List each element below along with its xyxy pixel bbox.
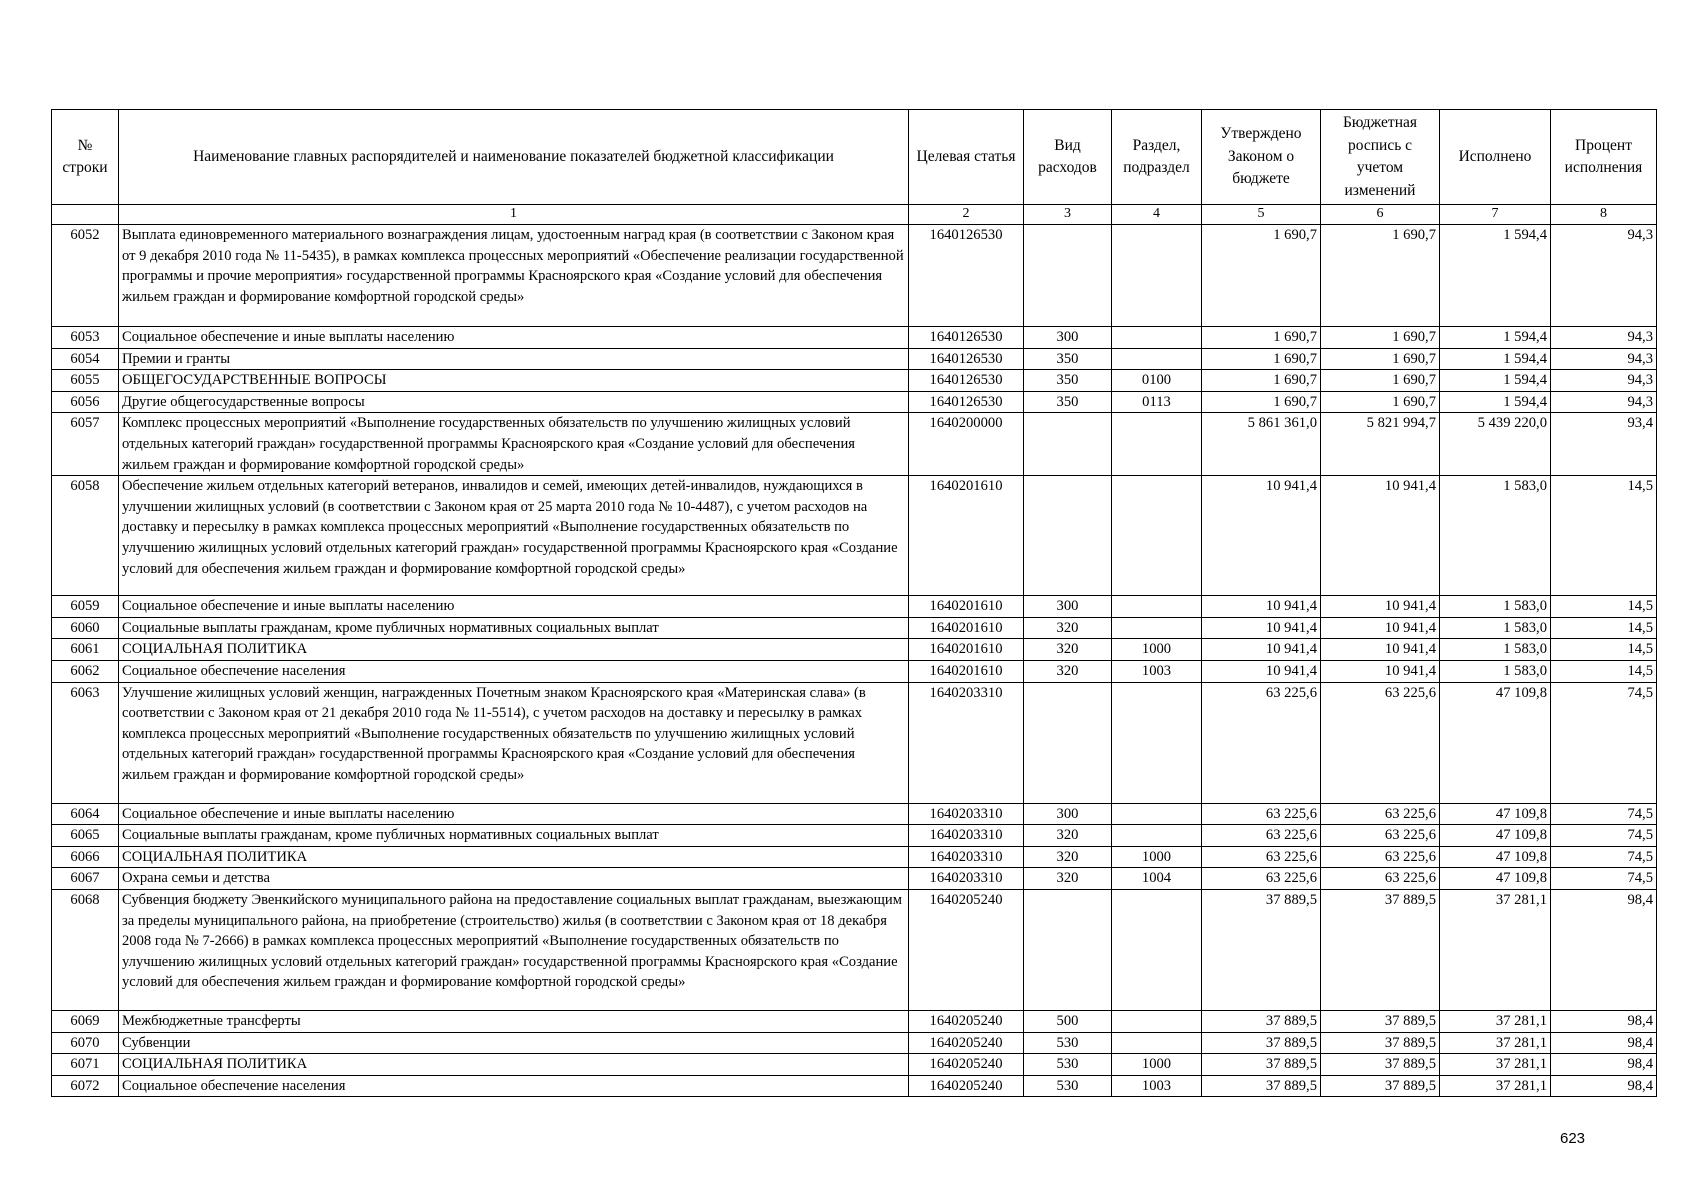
executed-amount-cell: 37 281,1 [1440,889,1551,1010]
table-row [52,327,1657,349]
target-article-cell: 1640205240 [909,889,1024,1010]
approved-amount-cell: 63 225,6 [1202,868,1321,890]
budget-list-amount-cell: 1 690,7 [1321,391,1440,413]
executed-amount-cell: 37 281,1 [1440,1054,1551,1076]
row-name-cell: Выплата единовременного материального вознаграждения лицам, удостоенным наград края (в соответствии с Законом края от 9 декабря 2010 года № 11-5435), в рамках комплекса процессных мероприятий «Обеспечение реализации государственной программы и прочие мероприятия» государственной программы Красноярского края «Создание условий для обеспечения жильем граждан и формирование комфортной городской среды» [119,225,909,327]
column-number: 7 [1440,205,1551,225]
approved-amount-cell: 10 941,4 [1202,617,1321,639]
approved-amount-cell: 63 225,6 [1202,846,1321,868]
target-article-cell: 1640201610 [909,660,1024,682]
executed-amount-cell: 47 109,8 [1440,868,1551,890]
budget-list-amount-cell: 37 889,5 [1321,1010,1440,1032]
budget-list-amount-cell: 63 225,6 [1321,825,1440,847]
expense-type-cell: 350 [1024,370,1112,392]
target-article-cell: 1640126530 [909,370,1024,392]
approved-amount-cell: 10 941,4 [1202,660,1321,682]
approved-amount-cell: 10 941,4 [1202,476,1321,596]
percent-cell: 14,5 [1551,596,1657,618]
executed-amount-cell: 1 583,0 [1440,660,1551,682]
column-number: 3 [1024,205,1112,225]
budget-list-amount-cell: 1 690,7 [1321,327,1440,349]
expense-type-cell: 320 [1024,825,1112,847]
row-name-cell: ОБЩЕГОСУДАРСТВЕННЫЕ ВОПРОСЫ [119,370,909,392]
approved-amount-cell: 10 941,4 [1202,639,1321,661]
expense-type-cell: 500 [1024,1010,1112,1032]
executed-amount-cell: 1 594,4 [1440,370,1551,392]
expense-type-cell: 350 [1024,348,1112,370]
page-number: 623 [1560,1130,1586,1147]
section-cell [1112,617,1202,639]
row-name-cell: Обеспечение жильем отдельных категорий ветеранов, инвалидов и семей, имеющих детей-инвалидов, нуждающихся в улучшении жилищных условий (в соответствии с Законом края от 25 марта 2010 года № 10-4487), с учетом расходов на доставку и пересылку в рамках комплекса процессных мероприятий «Выполнение государственных обязательств по улучшению жилищных условий отдельных категорий граждан» государственной программы Красноярского края «Создание условий для обеспечения жильем граждан и формирование комфортной городской среды» [119,476,909,596]
table-row [52,413,1657,476]
header-executed: Исполнено [1440,110,1551,205]
header-section: Раздел, подраздел [1112,110,1202,205]
executed-amount-cell: 1 583,0 [1440,596,1551,618]
percent-cell: 14,5 [1551,639,1657,661]
target-article-cell: 1640205240 [909,1010,1024,1032]
row-number-cell: 6065 [52,825,119,847]
table-header-row [52,110,1657,205]
table-row [52,596,1657,618]
row-name-cell: Улучшение жилищных условий женщин, награжденных Почетным знаком Красноярского края «Материнская слава» (в соответствии с Законом края от 21 декабря 2010 года № 11-5514), с учетом расходов на доставку и пересылку в рамках комплекса процессных мероприятий «Выполнение государственных обязательств по улучшению жилищных условий отдельных категорий граждан» государственной программы Красноярского края «Создание условий для обеспечения жильем граждан и формирование комфортной городской среды» [119,682,909,803]
percent-cell: 98,4 [1551,889,1657,1010]
budget-list-amount-cell: 37 889,5 [1321,1032,1440,1054]
approved-amount-cell: 1 690,7 [1202,391,1321,413]
header-row-number: № строки [52,110,119,205]
section-cell [1112,348,1202,370]
row-name-cell: Межбюджетные трансферты [119,1010,909,1032]
percent-cell: 98,4 [1551,1032,1657,1054]
section-cell: 1000 [1112,639,1202,661]
row-name-cell: Комплекс процессных мероприятий «Выполнение государственных обязательств по улучшению жилищных условий отдельных категорий граждан» государственной программы Красноярского края «Создание условий для обеспечения жильем граждан и формирование комфортной городской среды» [119,413,909,476]
percent-cell: 14,5 [1551,476,1657,596]
expense-type-cell: 320 [1024,660,1112,682]
row-number-cell: 6057 [52,413,119,476]
approved-amount-cell: 1 690,7 [1202,348,1321,370]
table-row [52,825,1657,847]
percent-cell: 74,5 [1551,868,1657,890]
expense-type-cell: 320 [1024,639,1112,661]
section-cell [1112,225,1202,327]
table-row [52,1054,1657,1076]
approved-amount-cell: 37 889,5 [1202,1054,1321,1076]
target-article-cell: 1640126530 [909,327,1024,349]
row-number-cell: 6059 [52,596,119,618]
target-article-cell: 1640203310 [909,825,1024,847]
table-row [52,803,1657,825]
target-article-cell: 1640126530 [909,391,1024,413]
table-row [52,639,1657,661]
approved-amount-cell: 37 889,5 [1202,889,1321,1010]
row-name-cell: Социальное обеспечение населения [119,660,909,682]
executed-amount-cell: 5 439 220,0 [1440,413,1551,476]
expense-type-cell [1024,225,1112,327]
budget-list-amount-cell: 10 941,4 [1321,660,1440,682]
target-article-cell: 1640201610 [909,476,1024,596]
table-row [52,225,1657,327]
target-article-cell: 1640126530 [909,348,1024,370]
percent-cell: 94,3 [1551,225,1657,327]
executed-amount-cell: 47 109,8 [1440,825,1551,847]
section-cell [1112,1010,1202,1032]
percent-cell: 94,3 [1551,327,1657,349]
approved-amount-cell: 1 690,7 [1202,327,1321,349]
table-row [52,682,1657,803]
percent-cell: 74,5 [1551,846,1657,868]
expense-type-cell: 320 [1024,846,1112,868]
row-number-cell: 6061 [52,639,119,661]
approved-amount-cell: 1 690,7 [1202,370,1321,392]
budget-list-amount-cell: 1 690,7 [1321,225,1440,327]
approved-amount-cell: 63 225,6 [1202,825,1321,847]
row-name-cell: Премии и гранты [119,348,909,370]
row-number-cell: 6052 [52,225,119,327]
percent-cell: 98,4 [1551,1054,1657,1076]
budget-list-amount-cell: 10 941,4 [1321,596,1440,618]
target-article-cell: 1640203310 [909,846,1024,868]
executed-amount-cell: 47 109,8 [1440,846,1551,868]
expense-type-cell [1024,476,1112,596]
header-budget-list: Бюджетная роспись с учетом изменений [1321,110,1440,205]
table-row [52,617,1657,639]
section-cell: 1000 [1112,1054,1202,1076]
budget-list-amount-cell: 1 690,7 [1321,348,1440,370]
executed-amount-cell: 1 594,4 [1440,348,1551,370]
section-cell [1112,889,1202,1010]
expense-type-cell: 320 [1024,617,1112,639]
target-article-cell: 1640203310 [909,868,1024,890]
executed-amount-cell: 1 594,4 [1440,225,1551,327]
budget-list-amount-cell: 37 889,5 [1321,1075,1440,1097]
approved-amount-cell: 63 225,6 [1202,803,1321,825]
table-row [52,1075,1657,1097]
percent-cell: 93,4 [1551,413,1657,476]
approved-amount-cell: 63 225,6 [1202,682,1321,803]
header-expense-type: Вид расходов [1024,110,1112,205]
target-article-cell: 1640203310 [909,803,1024,825]
header-approved: Утверждено Законом о бюджете [1202,110,1321,205]
table-row [52,868,1657,890]
percent-cell: 94,3 [1551,391,1657,413]
row-number-cell: 6058 [52,476,119,596]
row-name-cell: Охрана семьи и детства [119,868,909,890]
header-percent: Процент исполнения [1551,110,1657,205]
target-article-cell: 1640201610 [909,596,1024,618]
expense-type-cell: 300 [1024,803,1112,825]
section-cell [1112,803,1202,825]
percent-cell: 14,5 [1551,617,1657,639]
section-cell [1112,413,1202,476]
column-number: 6 [1321,205,1440,225]
table-row [52,660,1657,682]
header-target-article: Целевая статья [909,110,1024,205]
expense-type-cell: 300 [1024,596,1112,618]
row-name-cell: Социальное обеспечение и иные выплаты населению [119,803,909,825]
budget-list-amount-cell: 37 889,5 [1321,889,1440,1010]
approved-amount-cell: 37 889,5 [1202,1010,1321,1032]
table-row [52,391,1657,413]
target-article-cell: 1640201610 [909,639,1024,661]
row-number-cell: 6055 [52,370,119,392]
table-body [52,225,1657,1097]
row-name-cell: Другие общегосударственные вопросы [119,391,909,413]
expense-type-cell [1024,682,1112,803]
budget-list-amount-cell: 63 225,6 [1321,682,1440,803]
percent-cell: 98,4 [1551,1075,1657,1097]
column-number-row [52,205,1657,225]
executed-amount-cell: 37 281,1 [1440,1032,1551,1054]
target-article-cell: 1640205240 [909,1054,1024,1076]
budget-list-amount-cell: 37 889,5 [1321,1054,1440,1076]
table-row [52,1032,1657,1054]
target-article-cell: 1640201610 [909,617,1024,639]
header-name: Наименование главных распорядителей и наименование показателей бюджетной классификации [119,110,909,205]
column-number: 8 [1551,205,1657,225]
row-name-cell: Социальные выплаты гражданам, кроме публичных нормативных социальных выплат [119,825,909,847]
percent-cell: 14,5 [1551,660,1657,682]
section-cell [1112,682,1202,803]
target-article-cell: 1640205240 [909,1032,1024,1054]
budget-list-amount-cell: 10 941,4 [1321,617,1440,639]
approved-amount-cell: 37 889,5 [1202,1032,1321,1054]
section-cell [1112,476,1202,596]
approved-amount-cell: 10 941,4 [1202,596,1321,618]
budget-list-amount-cell: 1 690,7 [1321,370,1440,392]
executed-amount-cell: 37 281,1 [1440,1010,1551,1032]
executed-amount-cell: 37 281,1 [1440,1075,1551,1097]
target-article-cell: 1640205240 [909,1075,1024,1097]
table-row [52,476,1657,596]
table-row [52,889,1657,1010]
executed-amount-cell: 1 583,0 [1440,476,1551,596]
section-cell: 1003 [1112,1075,1202,1097]
row-name-cell: Субвенция бюджету Эвенкийского муниципального района на предоставление социальных выплат гражданам, выезжающим за пределы муниципального района, на приобретение (строительство) жилья (в соответствии с Законом края от 18 декабря 2008 года № 7-2666) в рамках комплекса процессных мероприятий «Выполнение государственных обязательств по улучшению жилищных условий отдельных категорий граждан» государственной программы Красноярского края «Создание условий для обеспечения жильем граждан и формирование комфортной городской среды» [119,889,909,1010]
section-cell [1112,596,1202,618]
executed-amount-cell: 1 594,4 [1440,391,1551,413]
section-cell [1112,825,1202,847]
row-number-cell: 6066 [52,846,119,868]
row-number-cell: 6069 [52,1010,119,1032]
column-number: 5 [1202,205,1321,225]
expense-type-cell [1024,889,1112,1010]
row-name-cell: СОЦИАЛЬНАЯ ПОЛИТИКА [119,639,909,661]
percent-cell: 74,5 [1551,682,1657,803]
budget-list-amount-cell: 63 225,6 [1321,868,1440,890]
expense-type-cell [1024,413,1112,476]
section-cell: 1004 [1112,868,1202,890]
executed-amount-cell: 1 583,0 [1440,639,1551,661]
row-number-cell: 6067 [52,868,119,890]
expense-type-cell: 530 [1024,1075,1112,1097]
executed-amount-cell: 47 109,8 [1440,803,1551,825]
approved-amount-cell: 5 861 361,0 [1202,413,1321,476]
table-row [52,348,1657,370]
percent-cell: 74,5 [1551,803,1657,825]
executed-amount-cell: 1 583,0 [1440,617,1551,639]
row-name-cell: Социальное обеспечение и иные выплаты населению [119,596,909,618]
budget-list-amount-cell: 63 225,6 [1321,846,1440,868]
section-cell: 1000 [1112,846,1202,868]
approved-amount-cell: 37 889,5 [1202,1075,1321,1097]
budget-execution-table [51,109,1657,1097]
column-number-empty [52,205,119,225]
percent-cell: 94,3 [1551,348,1657,370]
column-number: 4 [1112,205,1202,225]
expense-type-cell: 320 [1024,868,1112,890]
row-name-cell: Социальное обеспечение населения [119,1075,909,1097]
row-number-cell: 6056 [52,391,119,413]
budget-list-amount-cell: 5 821 994,7 [1321,413,1440,476]
section-cell [1112,327,1202,349]
expense-type-cell: 350 [1024,391,1112,413]
row-name-cell: СОЦИАЛЬНАЯ ПОЛИТИКА [119,846,909,868]
table-row [52,1010,1657,1032]
budget-list-amount-cell: 63 225,6 [1321,803,1440,825]
row-number-cell: 6068 [52,889,119,1010]
executed-amount-cell: 47 109,8 [1440,682,1551,803]
target-article-cell: 1640126530 [909,225,1024,327]
percent-cell: 98,4 [1551,1010,1657,1032]
table-row [52,370,1657,392]
row-number-cell: 6054 [52,348,119,370]
row-name-cell: Субвенции [119,1032,909,1054]
section-cell: 0100 [1112,370,1202,392]
row-number-cell: 6053 [52,327,119,349]
executed-amount-cell: 1 594,4 [1440,327,1551,349]
section-cell: 0113 [1112,391,1202,413]
row-name-cell: Социальные выплаты гражданам, кроме публичных нормативных социальных выплат [119,617,909,639]
row-number-cell: 6064 [52,803,119,825]
table-row [52,846,1657,868]
column-number: 2 [909,205,1024,225]
column-number: 1 [119,205,909,225]
row-name-cell: СОЦИАЛЬНАЯ ПОЛИТИКА [119,1054,909,1076]
percent-cell: 94,3 [1551,370,1657,392]
expense-type-cell: 530 [1024,1032,1112,1054]
budget-list-amount-cell: 10 941,4 [1321,476,1440,596]
row-number-cell: 6072 [52,1075,119,1097]
row-number-cell: 6060 [52,617,119,639]
expense-type-cell: 300 [1024,327,1112,349]
row-number-cell: 6071 [52,1054,119,1076]
section-cell: 1003 [1112,660,1202,682]
row-number-cell: 6070 [52,1032,119,1054]
percent-cell: 74,5 [1551,825,1657,847]
approved-amount-cell: 1 690,7 [1202,225,1321,327]
budget-list-amount-cell: 10 941,4 [1321,639,1440,661]
target-article-cell: 1640203310 [909,682,1024,803]
target-article-cell: 1640200000 [909,413,1024,476]
section-cell [1112,1032,1202,1054]
expense-type-cell: 530 [1024,1054,1112,1076]
row-name-cell: Социальное обеспечение и иные выплаты населению [119,327,909,349]
row-number-cell: 6063 [52,682,119,803]
row-number-cell: 6062 [52,660,119,682]
